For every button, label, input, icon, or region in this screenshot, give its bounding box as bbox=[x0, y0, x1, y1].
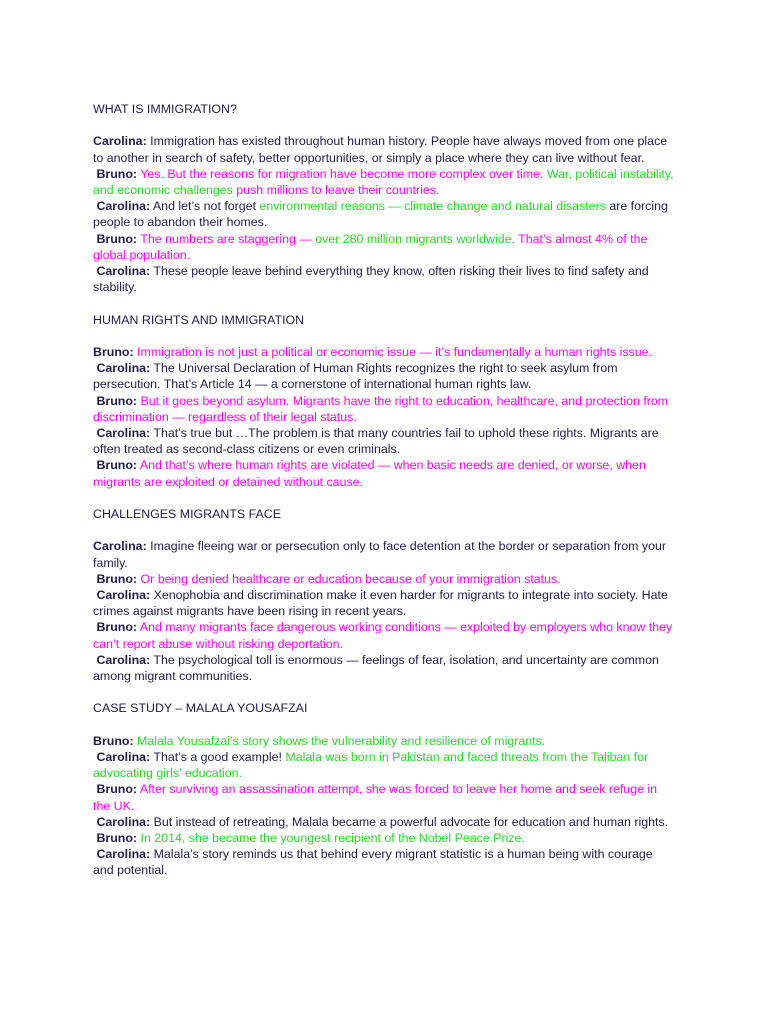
dialogue-line bbox=[93, 133, 675, 165]
section-heading: CASE STUDY – MALALA YOUSAFZAI bbox=[93, 701, 308, 716]
line-text: The numbers are staggering — bbox=[137, 231, 316, 246]
speaker-name: Carolina: bbox=[96, 361, 151, 376]
dialogue-line bbox=[93, 781, 675, 813]
line-text: And that’s where human rights are violated — when basic needs are denied, or worse, when migrants are exploited or detained without cause. bbox=[93, 458, 646, 489]
speaker-name: Bruno: bbox=[96, 231, 138, 246]
line-text: environmental reasons — climate change and natural disasters bbox=[259, 199, 606, 214]
speaker-name: Carolina: bbox=[96, 199, 151, 214]
line-text: Or being denied healthcare or education because of your immigration status. bbox=[137, 571, 561, 586]
dialogue-line bbox=[93, 360, 675, 392]
line-text: And let’s not forget bbox=[150, 199, 260, 214]
speaker-name: Carolina: bbox=[96, 588, 151, 603]
speaker-name: Bruno: bbox=[96, 458, 138, 473]
section-heading: HUMAN RIGHTS AND IMMIGRATION bbox=[93, 312, 305, 327]
dialogue-line bbox=[93, 830, 675, 846]
dialogue-line bbox=[93, 263, 675, 295]
line-text: . That’s almost 4% of the global population. bbox=[93, 231, 648, 262]
line-text: Malala was born in Pakistan and faced threats from the Taliban for advocating girls’ education. bbox=[93, 750, 649, 781]
line-text: After surviving an assassination attempt, she was forced to leave her home and seek refuge in the UK. bbox=[93, 782, 658, 813]
line-text: These people leave behind everything they know, often risking their lives to find safety and stability. bbox=[93, 264, 649, 295]
speaker-name: Carolina: bbox=[96, 264, 151, 279]
dialogue-line bbox=[93, 457, 675, 489]
line-text: are forcing people to abandon their homes. bbox=[93, 199, 668, 230]
speaker-name: Carolina: bbox=[96, 750, 151, 765]
speaker-name: Bruno: bbox=[96, 620, 138, 635]
dialogue-line bbox=[93, 814, 675, 830]
line-text: The Universal Declaration of Human Rights recognizes the right to seek asylum from persecution. That’s Article 14 — a cornerstone of international human rights law. bbox=[93, 361, 618, 392]
dialogue-line bbox=[93, 846, 675, 878]
speaker-name: Carolina: bbox=[96, 426, 151, 441]
line-text: War, political instability, and economic challenges bbox=[93, 166, 674, 197]
dialogue-line bbox=[93, 425, 675, 457]
speaker-name: Bruno: bbox=[96, 782, 138, 797]
dialogue-line bbox=[93, 393, 675, 425]
section bbox=[93, 101, 675, 295]
line-text: Malala’s story reminds us that behind every migrant statistic is a human being with courage and potential. bbox=[93, 847, 653, 878]
section-heading: CHALLENGES MIGRANTS FACE bbox=[93, 507, 281, 522]
dialogue-line bbox=[93, 587, 675, 619]
dialogue-line bbox=[93, 198, 675, 230]
line-text: That’s true but …The problem is that many countries fail to uphold these rights. Migrants are often treated as second-class citizens or even criminals. bbox=[93, 426, 659, 457]
speaker-name: Bruno: bbox=[96, 166, 138, 181]
speaker-name: Bruno: bbox=[93, 345, 134, 359]
line-text: Imagine fleeing war or persecution only to face detention at the border or separation from your family. bbox=[93, 539, 667, 570]
dialogue-line bbox=[93, 166, 675, 198]
line-text: Immigration is not just a political or economic issue — it’s fundamentally a human rights issue. bbox=[133, 345, 652, 359]
dialogue-line bbox=[93, 652, 675, 684]
dialogue-line bbox=[93, 344, 675, 360]
speaker-name: Bruno: bbox=[93, 733, 134, 748]
line-text: over 280 million migrants worldwide bbox=[315, 231, 512, 246]
section bbox=[93, 506, 675, 684]
speaker-name: Carolina: bbox=[96, 652, 151, 667]
dialogue-line bbox=[93, 538, 675, 570]
line-text: Yes. But the reasons for migration have become more complex over time. bbox=[137, 166, 547, 181]
line-text: push millions to leave their countries. bbox=[236, 183, 440, 197]
line-text: And many migrants face dangerous working conditions — exploited by employers who know they can’t report abuse without risking deportation. bbox=[93, 620, 673, 651]
line-text: In 2014, she became the youngest recipient of the Nobel Peace Prize. bbox=[137, 831, 525, 846]
section bbox=[93, 700, 675, 878]
document-page bbox=[93, 101, 675, 895]
line-text: But it goes beyond asylum. Migrants have the right to education, healthcare, and protection from discrimination — regardless of their legal status. bbox=[93, 393, 669, 424]
dialogue-line bbox=[93, 231, 675, 263]
dialogue-line bbox=[93, 571, 675, 587]
speaker-name: Carolina: bbox=[93, 539, 147, 554]
dialogue-line bbox=[93, 749, 675, 781]
dialogue-line bbox=[93, 733, 675, 749]
dialogue-line bbox=[93, 619, 675, 651]
speaker-name: Bruno: bbox=[96, 393, 138, 408]
line-text: Malala Yousafzai’s story shows the vulnerability and resilience of migrants. bbox=[133, 733, 546, 748]
line-text: The psychological toll is enormous — feelings of fear, isolation, and uncertainty are common among migrant communities. bbox=[93, 652, 659, 684]
line-text: Xenophobia and discrimination make it even harder for migrants to integrate into society. Hate crimes against migrants have been rising in recent years. bbox=[93, 588, 668, 619]
speaker-name: Carolina: bbox=[96, 847, 151, 862]
speaker-name: Bruno: bbox=[96, 831, 138, 846]
line-text: That’s a good example! bbox=[150, 750, 286, 765]
speaker-name: Carolina: bbox=[96, 814, 151, 829]
section bbox=[93, 312, 675, 490]
line-text: But instead of retreating, Malala became a powerful advocate for education and human rights. bbox=[150, 814, 669, 829]
speaker-name: Carolina: bbox=[93, 134, 147, 149]
speaker-name: Bruno: bbox=[96, 571, 138, 586]
section-heading: WHAT IS IMMIGRATION? bbox=[93, 102, 237, 116]
line-text: Immigration has existed throughout human history. People have always moved from one place to another in search of safety, better opportunities, or simply a place where they can live without fear. bbox=[93, 134, 668, 165]
